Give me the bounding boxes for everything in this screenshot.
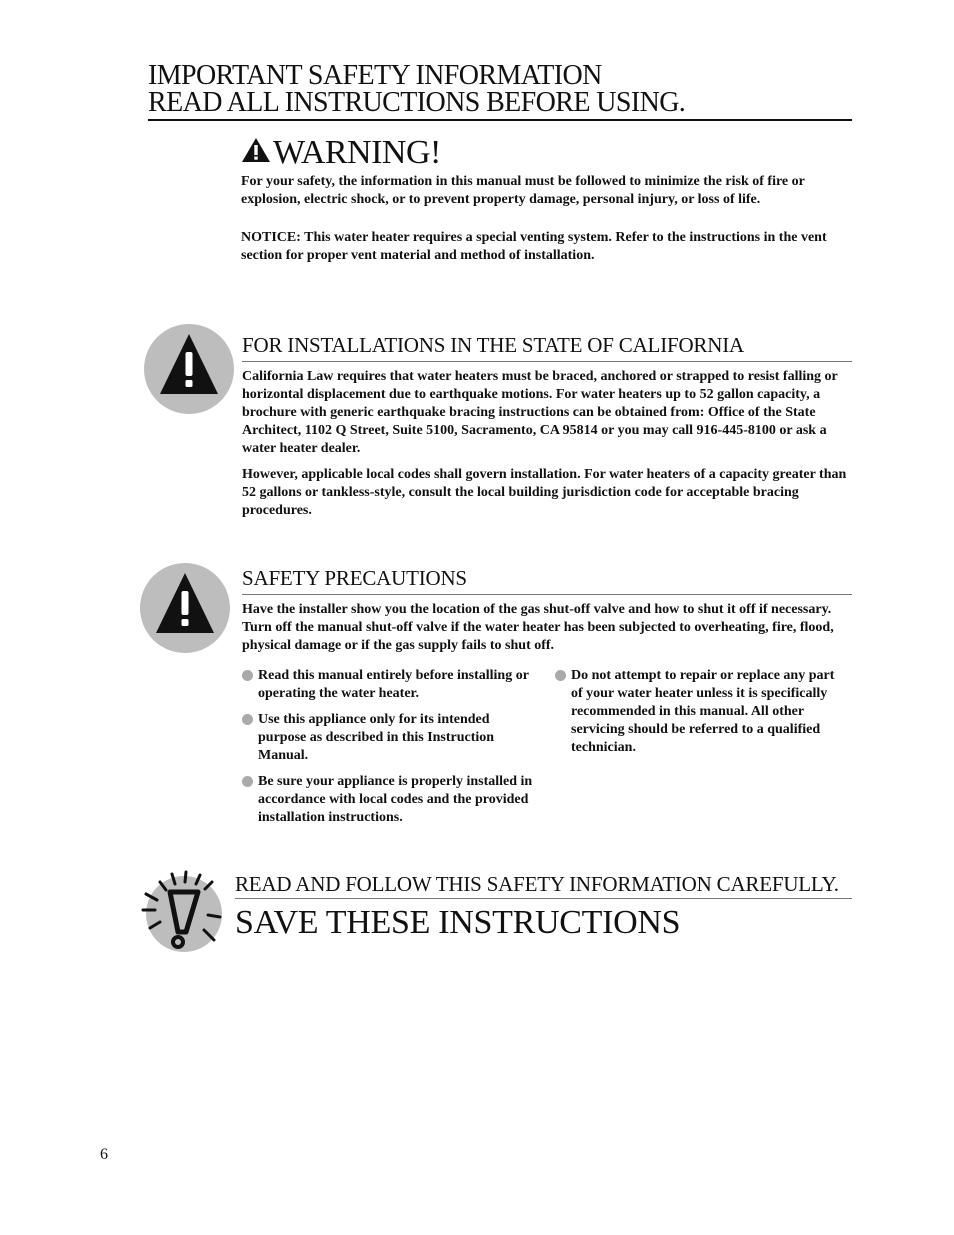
list-item: Do not attempt to repair or replace any part of your water heater unless it is specifically recommended in this manual. All other servicing should be referred to a qualified technician. <box>555 667 852 757</box>
bullet-dot-icon <box>555 670 566 681</box>
exclamation-triangle-icon <box>140 563 230 653</box>
bullet-columns <box>242 667 852 835</box>
page-number: 6 <box>100 1146 108 1163</box>
list-item: Be sure your appliance is properly installed in accordance with local codes and the provided installation instructions. <box>242 773 555 827</box>
safety-precautions-section <box>242 566 852 835</box>
california-section <box>242 333 852 528</box>
bullet-dot-icon <box>242 714 253 725</box>
bullet-dot-icon <box>242 776 253 787</box>
california-paragraph-2: However, applicable local codes shall govern installation. For water heaters of a capacity greater than 52 gallons or tankless-style, consult the local building jurisdiction code for acceptable bracing procedures. <box>242 467 847 518</box>
warning-triangle-icon <box>241 137 271 163</box>
safety-precautions-title: SAFETY PRECAUTIONS <box>242 566 852 595</box>
bullet-column-right <box>555 667 852 835</box>
list-item: Use this appliance only for its intended purpose as described in this Instruction Manual. <box>242 711 555 765</box>
final-section <box>235 872 852 945</box>
attention-exclamation-icon <box>140 870 230 960</box>
warning-title: WARNING! <box>273 134 441 171</box>
warning-block <box>241 133 853 265</box>
warning-text: For your safety, the information in this manual must be followed to minimize the risk of fire or explosion, electric shock, or to prevent property damage, personal injury, or loss of life. <box>241 174 805 207</box>
warning-heading <box>241 133 853 173</box>
bullet-dot-icon <box>242 670 253 681</box>
notice-text: NOTICE: This water heater requires a special venting system. Refer to the instructions in the vent section for proper vent material and method of installation. <box>241 230 827 263</box>
bullet-column-left <box>242 667 555 835</box>
read-follow-title: READ AND FOLLOW THIS SAFETY INFORMATION CAREFULLY. <box>235 872 852 899</box>
exclamation-triangle-icon <box>144 324 234 414</box>
header-line-2: READ ALL INSTRUCTIONS BEFORE USING. <box>148 87 686 118</box>
california-title: FOR INSTALLATIONS IN THE STATE OF CALIFORNIA <box>242 333 852 362</box>
safety-precautions-intro: Have the installer show you the location of the gas shut-off valve and how to shut it off if necessary. Turn off the manual shut-off valve if the water heater has been subjected to overheating, fire, flood, physical damage or if the gas supply fails to shut off. <box>242 602 834 653</box>
page-header <box>148 62 852 121</box>
header-line-1: IMPORTANT SAFETY INFORMATION <box>148 60 602 91</box>
list-item: Read this manual entirely before installing or operating the water heater. <box>242 667 555 703</box>
save-instructions-title: SAVE THESE INSTRUCTIONS <box>235 904 681 941</box>
california-paragraph-1: California Law requires that water heaters must be braced, anchored or strapped to resist falling or horizontal displacement due to earthquake motions. For water heaters up to 52 gallon capacity, a brochure with generic earthquake bracing instructions can be obtained from: Office of the State Architect, 1102 Q Street, Suite 5100, Sacramento, CA 95814 or you may call 916-445-8100 or ask a water heater dealer. <box>242 369 838 456</box>
